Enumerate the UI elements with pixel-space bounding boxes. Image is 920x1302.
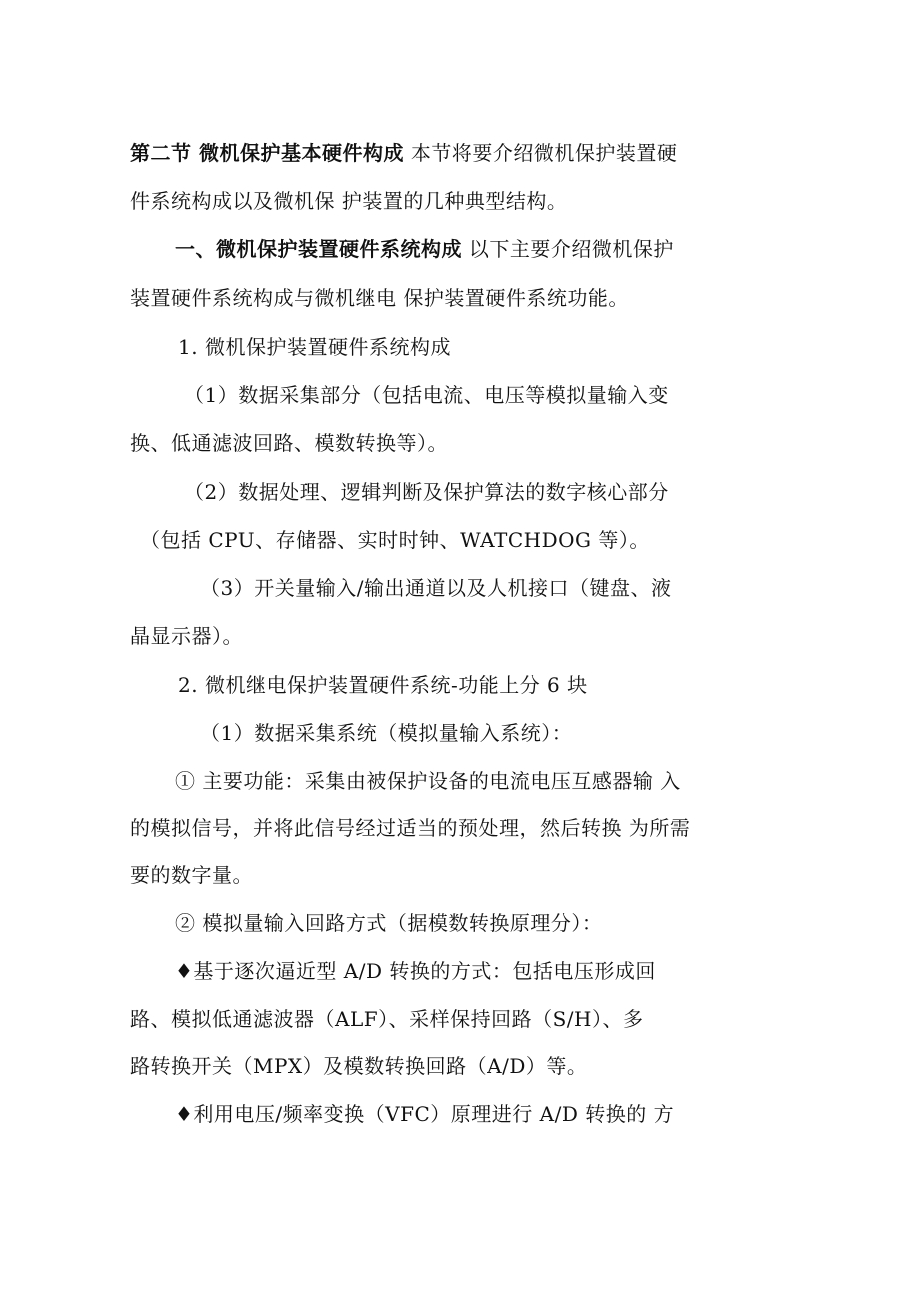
sub1-line-2: 换、低通滤波回路、模数转换等）。 [130,431,448,455]
sub3-line-1: （3）开关量输入/输出通道以及人机接口（键盘、液 [200,576,672,600]
part1-heading: 一、微机保护装置硬件系统构成 [175,237,462,261]
part1-line-1 [175,236,674,262]
sub2-line-1: （2）数据处理、逻辑判断及保护算法的数字核心部分 [184,480,669,504]
sub3-line-2: 晶显示器）。 [130,624,243,648]
func-line-2: 的模拟信号，并将此信号经过适当的预处理，然后转换 为所需 [130,816,691,840]
sub2-line-2: （包括 CPU、存储器、实时时钟、WATCHDOG 等）。 [140,528,650,552]
section-intro-2: 件系统构成以及微机保 护装置的几种典型结构。 [130,189,568,213]
bullet1-line-1: ♦基于逐次逼近型 A/D 转换的方式：包括电压形成回 [175,959,656,983]
part1-intro-2: 装置硬件系统构成与微机继电 保护装置硬件系统功能。 [130,286,629,310]
section-line-1 [130,140,677,166]
part1-intro-1: 以下主要介绍微机保护 [468,237,674,261]
section-heading: 第二节 微机保护基本硬件构成 [130,141,404,165]
bullet1-line-2: 路、模拟低通滤波器（ALF）、采样保持回路（S/H）、多 [130,1007,644,1031]
sub1-line-1: （1）数据采集部分（包括电流、电压等模拟量输入变 [184,383,669,407]
section-intro-1: 本节将要介绍微机保护装置硬 [410,141,678,165]
item1-title: 1. 微机保护装置硬件系统构成 [178,335,451,359]
bullet1-line-3: 路转换开关（MPX）及模数转换回路（A/D）等。 [130,1054,588,1078]
item2-sub1: （1）数据采集系统（模拟量输入系统）： [200,721,573,745]
func-line-3: 要的数字量。 [130,863,253,887]
item2-title: 2. 微机继电保护装置硬件系统-功能上分 6 块 [178,673,588,697]
func-line-1: ① 主要功能：采集由被保护设备的电流电压互感器输 入 [175,769,681,793]
mode-title: ② 模拟量输入回路方式（据模数转换原理分）： [175,911,603,935]
bullet2-line-1: ♦利用电压/频率变换（VFC）原理进行 A/D 转换的 方 [175,1102,675,1126]
